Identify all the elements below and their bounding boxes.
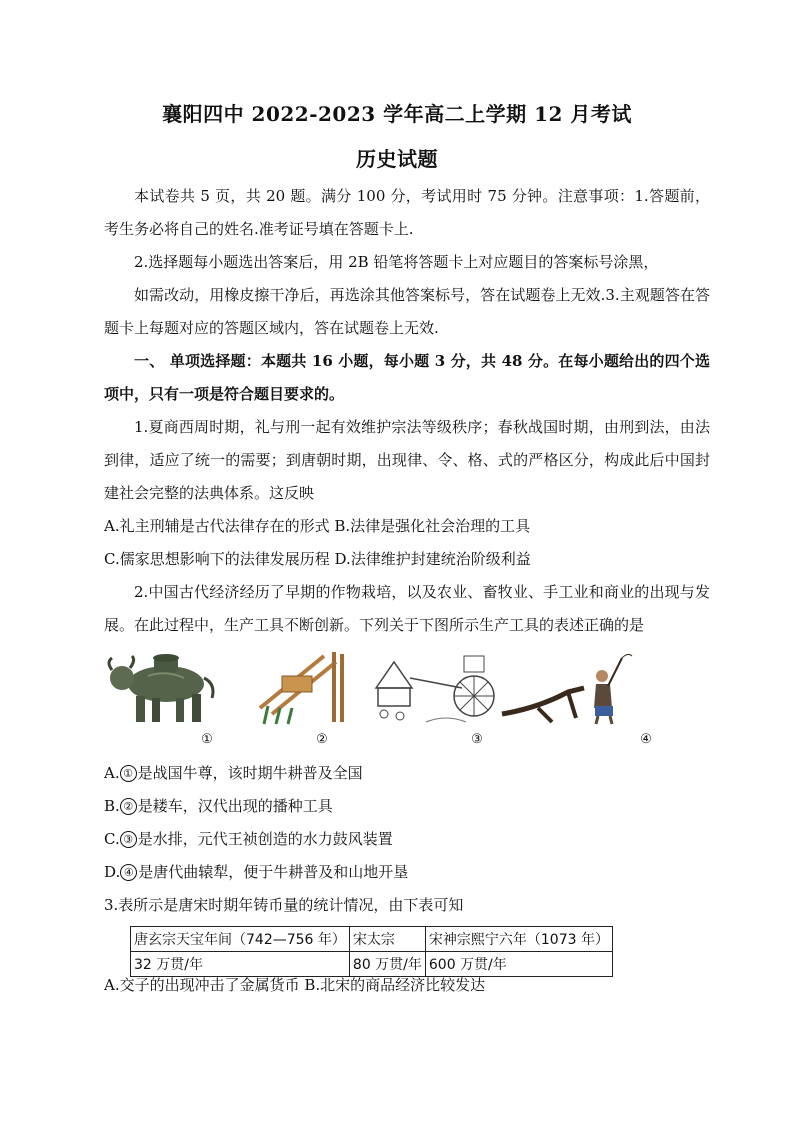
tools-figure-strip bbox=[104, 648, 664, 750]
option-prefix: B. bbox=[104, 797, 120, 815]
exam-title: 襄阳四中 2022-2023 学年高二上学期 12 月考试 bbox=[162, 102, 632, 126]
option-number: ④ bbox=[120, 864, 137, 881]
figure-label-1: ① bbox=[201, 732, 213, 747]
figure-label-3: ③ bbox=[471, 732, 483, 747]
instruction-paragraph-3: 如需改动，用橡皮擦干净后，再选涂其他答案标号，答在试题卷上无效.3.主观题答在答题卡上每题对应的答题区域内，答在试题卷上无效. bbox=[104, 286, 710, 337]
question-2-option-a bbox=[104, 757, 363, 790]
option-prefix: D. bbox=[104, 863, 121, 881]
figure-label-2: ② bbox=[316, 732, 328, 747]
exam-subtitle: 历史试题 bbox=[356, 147, 438, 171]
seed-drill-image bbox=[254, 648, 354, 726]
question-1-options-cd: C.儒家思想影响下的法律发展历程 D.法律维护封建统治阶级利益 bbox=[104, 550, 531, 568]
table-cell: 唐玄宗天宝年间（742—756 年） bbox=[131, 927, 350, 952]
option-text: 是战国牛尊，该时期牛耕普及全国 bbox=[137, 764, 363, 782]
table-cell: 600 万贯/年 bbox=[425, 952, 612, 977]
option-text: 是耧车，汉代出现的播种工具 bbox=[137, 797, 333, 815]
bronze-ox-zun-image bbox=[104, 648, 224, 726]
question-2-option-d bbox=[104, 856, 408, 889]
table-cell: 80 万贯/年 bbox=[349, 952, 425, 977]
table-header-row bbox=[131, 927, 613, 952]
option-prefix: C. bbox=[104, 830, 120, 848]
figure-label-4: ④ bbox=[640, 732, 652, 747]
question-3-options-ab: A.交子的出现冲击了金属货币 B.北宋的商品经济比较发达 bbox=[104, 976, 486, 994]
water-bellows-image bbox=[366, 648, 506, 726]
section-heading: 一、 单项选择题：本题共 16 小题，每小题 3 分，共 48 分。在每小题给出的四个选项中，只有一项是符合题目要求的。 bbox=[104, 352, 710, 403]
question-2-option-c bbox=[104, 823, 393, 856]
question-2-option-b bbox=[104, 790, 333, 823]
table-cell: 宋神宗熙宁六年（1073 年） bbox=[425, 927, 612, 952]
option-text: 是水排，元代王祯创造的水力鼓风装置 bbox=[137, 830, 393, 848]
option-text: 是唐代曲辕犁，便于牛耕普及和山地开垦 bbox=[138, 863, 409, 881]
table-cell: 32 万贯/年 bbox=[131, 952, 350, 977]
option-prefix: A. bbox=[104, 764, 120, 782]
instruction-paragraph-2: 2.选择题每小题选出答案后，用 2B 铅笔将答题卡上对应题目的答案标号涂黑， bbox=[134, 253, 659, 271]
table-cell: 宋太宗 bbox=[349, 927, 425, 952]
question-2-stem: 2.中国古代经济经历了早期的作物栽培，以及农业、畜牧业、手工业和商业的出现与发展。在此过程中，生产工具不断创新。下列关于下图所示生产工具的表述正确的是 bbox=[104, 583, 710, 634]
option-number: ② bbox=[120, 798, 137, 815]
option-number: ① bbox=[120, 765, 137, 782]
question-1-stem: 1.夏商西周时期，礼与刑一起有效维护宗法等级秩序；春秋战国时期，由刑到法，由法到律，适应了统一的需要；到唐朝时期，出现律、令、格、式的严格区分，构成此后中国封建社会完整的法典体系。这反映 bbox=[104, 418, 710, 502]
instruction-paragraph-1: 本试卷共 5 页，共 20 题。满分 100 分，考试用时 75 分钟。注意事项：1.答题前，考生务必将自己的姓名.准考证号填在答题卡上. bbox=[104, 187, 710, 238]
option-number: ③ bbox=[120, 831, 137, 848]
question-3-stem: 3.表所示是唐宋时期年铸币量的统计情况，由下表可知 bbox=[104, 896, 464, 914]
question-1-options-ab: A.礼主刑辅是古代法律存在的形式 B.法律是强化社会治理的工具 bbox=[104, 517, 531, 535]
curved-plough-image bbox=[498, 648, 638, 726]
